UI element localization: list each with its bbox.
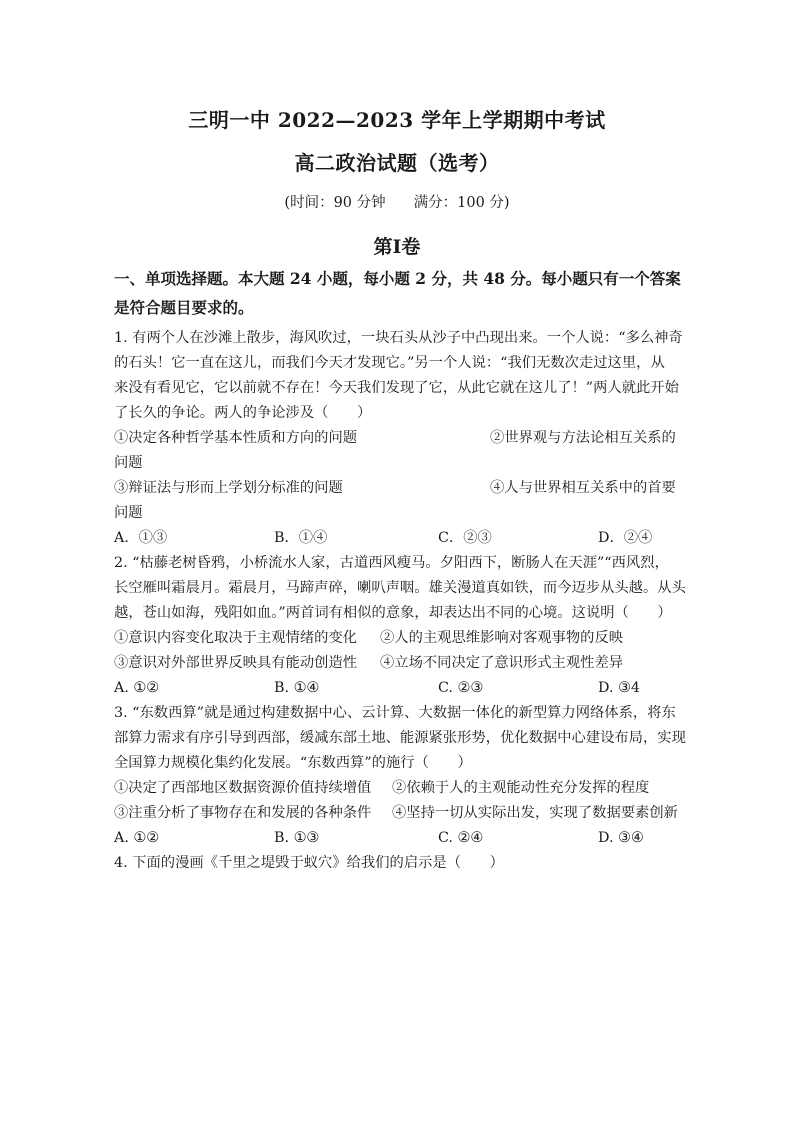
section-heading-line-2: 是符合题目要求的。 <box>114 298 254 317</box>
q2-stem-line: 长空雁叫霜晨月。霜晨月，马蹄声碎，喇叭声咽。雄关漫道真如铁，而今迈步从头越。从头 <box>114 580 686 596</box>
q3-stem-line: 部算力需求有序引导到西部，缓减东部土地、能源紧张形势，优化数据中心建设布局，实现 <box>114 730 686 746</box>
q3-statement-3: ③注重分析了事物存在和发展的各种条件 <box>114 805 372 821</box>
q2-statement-2: ②人的主观思维影响对客观事物的反映 <box>380 630 624 646</box>
q1-statement-3: ③辩证法与形而上学划分标准的问题 <box>114 480 343 496</box>
q3-option-d[interactable]: D. ③④ <box>598 830 644 846</box>
q2-option-d[interactable]: D. ③4 <box>598 680 640 696</box>
volume-heading: 第Ⅰ卷 <box>373 236 421 258</box>
exam-time: (时间：90 分钟 <box>284 195 386 211</box>
q1-statement-4-cont: 问题 <box>114 505 143 521</box>
q2-statement-3: ③意识对外部世界反映具有能动创造性 <box>114 655 358 671</box>
q3-option-c[interactable]: C. ②④ <box>438 830 484 846</box>
q3-stem-line: 3. “东数西算”就是通过构建数据中心、云计算、大数据一体化的新型算力网络体系，将东 <box>114 705 676 721</box>
q1-stem-line: 的石头！它一直在这儿，而我们今天才发现它。”另一个人说：“我们无数次走过这里，从 <box>114 355 665 371</box>
q2-option-a[interactable]: A. ①② <box>114 680 160 696</box>
q1-option-a[interactable]: A．①③ <box>114 530 168 546</box>
q1-option-b[interactable]: B．①④ <box>274 530 328 546</box>
q1-stem-line: 来没有看见它，它以前就不存在！今天我们发现了它，从此它就在这儿了！”两人就此开始 <box>114 380 679 396</box>
q1-statement-4: ④人与世界相互关系中的首要 <box>490 480 676 496</box>
q2-stem-line: 2. “枯藤老树昏鸦，小桥流水人家，古道西风瘦马。夕阳西下，断肠人在天涯”“西风烈， <box>114 555 669 571</box>
exam-score: 满分：100 分) <box>413 195 510 211</box>
q4-stem-line: 4. 下面的漫画《千里之堤毁于蚁穴》给我们的启示是（ ） <box>114 855 504 871</box>
exam-subtitle: 高二政治试题（选考） <box>294 151 500 175</box>
q1-statement-2: ②世界观与方法论相互关系的 <box>490 430 676 446</box>
q2-option-c[interactable]: C. ②③ <box>438 680 484 696</box>
q1-stem-line: 1. 有两个人在沙滩上散步，海风吹过，一块石头从沙子中凸现出来。一个人说：“多么神奇 <box>114 330 683 346</box>
q3-option-a[interactable]: A. ①② <box>114 830 160 846</box>
q2-statement-4: ④立场不同决定了意识形式主观性差异 <box>380 655 624 671</box>
exam-info <box>0 191 794 212</box>
q3-statement-1: ①决定了西部地区数据资源价值持续增值 <box>114 780 372 796</box>
q3-statement-4: ④坚持一切从实际出发，实现了数据要素创新 <box>392 805 678 821</box>
q2-stem-line: 越，苍山如海，残阳如血。”两首词有相似的意象，却表达出不同的心境。这说明（ ） <box>114 605 672 621</box>
q2-statement-1: ①意识内容变化取决于主观情绪的变化 <box>114 630 358 646</box>
q1-statement-2-cont: 问题 <box>114 455 143 471</box>
q3-statement-2: ②依赖于人的主观能动性充分发挥的程度 <box>392 780 650 796</box>
q2-option-b[interactable]: B. ①④ <box>274 680 320 696</box>
exam-title: 三明一中 2022—2023 学年上学期期中考试 <box>188 108 606 132</box>
q1-stem-line: 了长久的争论。两人的争论涉及（ ） <box>114 405 372 421</box>
q1-option-d[interactable]: D．②④ <box>598 530 653 546</box>
q3-stem-line: 全国算力规模化集约化发展。“东数西算”的施行（ ） <box>114 755 472 771</box>
q1-statement-1: ①决定各种哲学基本性质和方向的问题 <box>114 430 358 446</box>
q3-option-b[interactable]: B. ①③ <box>274 830 320 846</box>
q1-option-c[interactable]: C．②③ <box>438 530 492 546</box>
section-heading-line-1: 一、单项选择题。本大题 24 小题，每小题 2 分，共 48 分。每小题只有一个答案 <box>114 269 681 288</box>
